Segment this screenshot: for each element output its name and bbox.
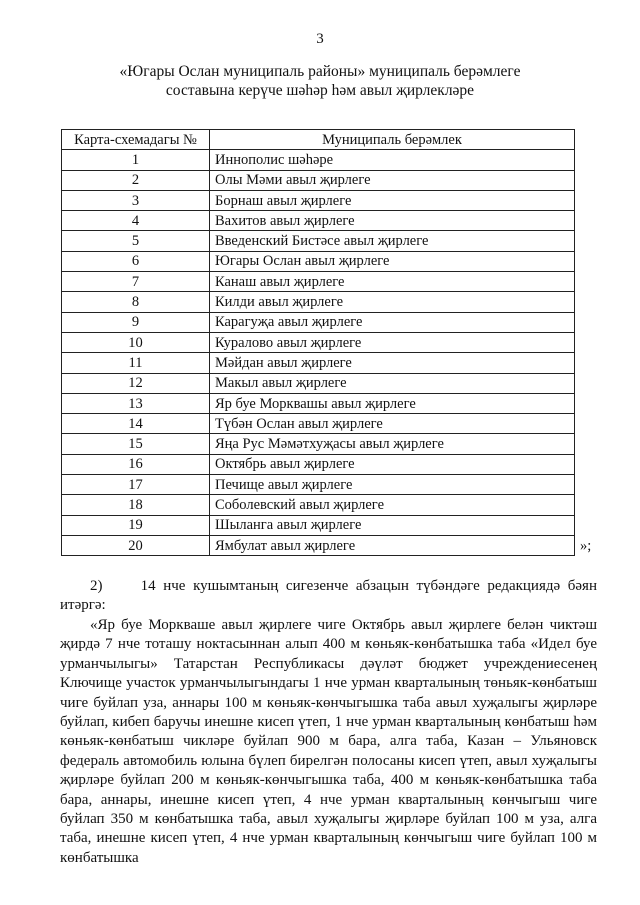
- row-municipality-name: Югары Ослан авыл җирлеге: [210, 251, 575, 271]
- row-municipality-name: Вахитов авыл җирлеге: [210, 211, 575, 231]
- row-number: 11: [62, 353, 210, 373]
- table-row: [62, 373, 575, 393]
- table-row: [62, 353, 575, 373]
- table-row: [62, 454, 575, 474]
- table-row: [62, 332, 575, 352]
- title-line-1: «Югары Ослан муниципаль районы» муниципаль берәмлеге: [119, 63, 521, 80]
- table-row: [62, 393, 575, 413]
- document-title: [70, 62, 570, 100]
- row-number: 20: [62, 535, 210, 555]
- row-municipality-name: Канаш авыл җирлеге: [210, 272, 575, 292]
- row-number: 18: [62, 495, 210, 515]
- column-header-municipality: Муниципаль берәмлек: [210, 130, 575, 150]
- table-row: [62, 312, 575, 332]
- row-number: 7: [62, 272, 210, 292]
- row-municipality-name: Борнаш авыл җирлеге: [210, 190, 575, 210]
- row-municipality-name: Шыланга авыл җирлеге: [210, 515, 575, 535]
- table-row: [62, 211, 575, 231]
- table-row: [62, 515, 575, 535]
- row-number: 14: [62, 414, 210, 434]
- row-number: 10: [62, 332, 210, 352]
- row-municipality-name: Иннополис шәһәре: [210, 150, 575, 170]
- row-municipality-name: Куралово авыл җирлеге: [210, 332, 575, 352]
- row-municipality-name: Октябрь авыл җирлеге: [210, 454, 575, 474]
- row-number: 4: [62, 211, 210, 231]
- table-row: [62, 475, 575, 495]
- table-row: [62, 251, 575, 271]
- row-number: 1: [62, 150, 210, 170]
- row-number: 8: [62, 292, 210, 312]
- row-number: 19: [62, 515, 210, 535]
- row-number: 13: [62, 393, 210, 413]
- row-municipality-name: Введенский Бистәсе авыл җирлеге: [210, 231, 575, 251]
- row-number: 2: [62, 170, 210, 190]
- row-number: 5: [62, 231, 210, 251]
- row-number: 16: [62, 454, 210, 474]
- row-number: 9: [62, 312, 210, 332]
- row-municipality-name: Түбән Ослан авыл җирлеге: [210, 414, 575, 434]
- row-number: 6: [62, 251, 210, 271]
- table-closing-quote: »;: [580, 538, 592, 554]
- table-header-row: [62, 130, 575, 150]
- row-number: 17: [62, 475, 210, 495]
- table-row: [62, 231, 575, 251]
- table-row: [62, 414, 575, 434]
- table-row: [62, 272, 575, 292]
- row-municipality-name: Ямбулат авыл җирлеге: [210, 535, 575, 555]
- table-row: [62, 535, 575, 555]
- boundary-description-paragraph: «Яр буе Моркваше авыл җирлеге чиге Октябрь авыл җирлеге белән чиктәш җирдә 7 нче тоташу ноктасыннан алып 400 м көньяк-көнбатышка таба «Идел буе урманчылыгы» Татарстан Республикасы дәүләт бюджет учреждениесенең Ключище участок урманчылыгындагы 1 нче урман кварталының төньяк-көнбатыш чиге буйлап уза, аннары 100 м көньяк-көнчыгышка таба авыл хуҗалыгы җирләре буйлап, кибеп баручы инешне кисеп үтеп, 1 нче урман кварталының көнбатыш һәм көньяк-көнбатыш чикләре буйлап 900 м бара, алга таба, Казан – Ульяновск федераль автомобиль юлына бүлеп бирелгән полосаны кисеп үтеп, авыл хуҗалыгы җирләре буйлап 200 м көньяк-көнчыгышка таба, 400 м көньяк-көнбатышка таба бара, аннары, инешне кисеп үтеп, 4 нче урман кварталының көнчыгыш чиге буйлап 350 м көнбатышка таба, авыл хуҗалыгы җирләре буйлап 100 м уза, алга таба, инешне кисеп үтеп, 4 нче урман кварталының көнчыгыш чиге буйлап 100 м көнбатышка: [60, 617, 597, 866]
- amendment-paragraph: 2) 14 нче кушымтаның сигезенче абзацын түбәндәге редакциядә бәян итәргә:: [60, 578, 597, 614]
- row-number: 12: [62, 373, 210, 393]
- table-row: [62, 150, 575, 170]
- page-number: 3: [316, 31, 324, 47]
- row-municipality-name: Олы Мәми авыл җирлеге: [210, 170, 575, 190]
- table-row: [62, 170, 575, 190]
- table-row: [62, 495, 575, 515]
- row-municipality-name: Яр буе Морквашы авыл җирлеге: [210, 393, 575, 413]
- row-municipality-name: Карагуҗа авыл җирлеге: [210, 312, 575, 332]
- row-municipality-name: Яңа Рус Мәмәтхуҗасы авыл җирлеге: [210, 434, 575, 454]
- row-number: 15: [62, 434, 210, 454]
- row-municipality-name: Соболевский авыл җирлеге: [210, 495, 575, 515]
- row-number: 3: [62, 190, 210, 210]
- row-municipality-name: Печище авыл җирлеге: [210, 475, 575, 495]
- row-municipality-name: Килди авыл җирлеге: [210, 292, 575, 312]
- title-line-2: составына керүче шәһәр һәм авыл җирлекләре: [165, 82, 475, 99]
- table-row: [62, 292, 575, 312]
- column-header-map-number: Карта-схемадагы №: [62, 130, 210, 150]
- row-municipality-name: Макыл авыл җирлеге: [210, 373, 575, 393]
- municipalities-table: [61, 129, 575, 556]
- table-row: [62, 190, 575, 210]
- table-row: [62, 434, 575, 454]
- row-municipality-name: Мәйдан авыл җирлеге: [210, 353, 575, 373]
